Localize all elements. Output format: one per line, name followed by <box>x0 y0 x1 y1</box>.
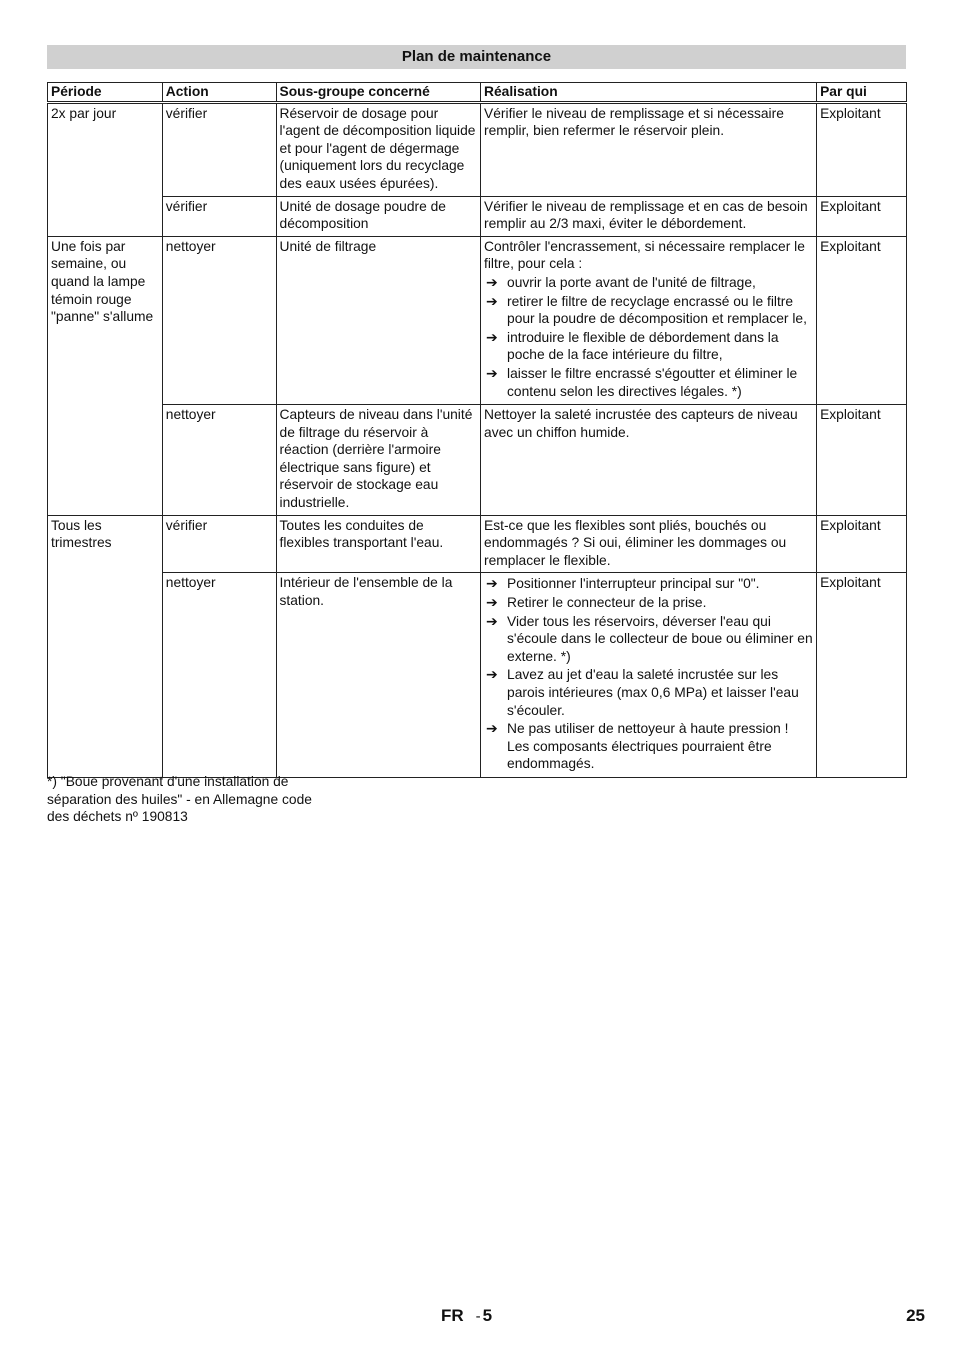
step-item <box>484 293 813 328</box>
realisation-cell <box>481 573 817 778</box>
table-row <box>48 102 907 196</box>
arrow-right-icon: ➔ <box>486 575 498 592</box>
arrow-right-icon: ➔ <box>486 273 498 290</box>
step-item <box>484 274 813 292</box>
who-cell: Exploitant <box>817 196 907 236</box>
header-realisation: Réalisation <box>481 83 817 103</box>
subgroup-cell: Réservoir de dosage pour l'agent de décomposition liquide et pour l'agent de dégermage (uniquement lors du recyclage des eaux usées épurées). <box>276 102 481 196</box>
who-cell: Exploitant <box>817 236 907 404</box>
step-text: Positionner l'interrupteur principal sur "0". <box>507 576 760 592</box>
footer-language: FR <box>441 1306 464 1325</box>
subgroup-cell: Capteurs de niveau dans l'unité de filtrage du réservoir à réaction (derrière l'armoire électrique sans figure) et réservoir de stockage eau industrielle. <box>276 405 481 516</box>
step-text: Vider tous les réservoirs, déverser l'eau qui s'écoule dans le collecteur de boue ou éliminer en externe. *) <box>507 613 813 664</box>
table-title: Plan de maintenance <box>47 45 906 69</box>
subgroup-cell: Intérieur de l'ensemble de la station. <box>276 573 481 778</box>
footer-section: 5 <box>482 1306 493 1325</box>
action-cell: vérifier <box>162 196 276 236</box>
footer-dash: - <box>475 1308 481 1325</box>
who-cell: Exploitant <box>817 405 907 516</box>
realisation-cell: Nettoyer la saleté incrustée des capteurs de niveau avec un chiffon humide. <box>481 405 817 516</box>
step-item <box>484 720 813 773</box>
page-number: 25 <box>906 1306 925 1325</box>
realisation-cell: Est-ce que les flexibles sont pliés, bouchés ou endommagés ? Si oui, éliminer les dommages ou remplacer le flexible. <box>481 515 817 573</box>
header-par-qui: Par qui <box>817 83 907 103</box>
arrow-right-icon: ➔ <box>486 364 498 381</box>
arrow-right-icon: ➔ <box>486 666 498 683</box>
table-row <box>48 515 907 573</box>
step-item <box>484 365 813 400</box>
realisation-cell: Vérifier le niveau de remplissage et en cas de besoin remplir au 2/3 maxi, éviter le débordement. <box>481 196 817 236</box>
step-text: introduire le flexible de débordement dans la poche de la face intérieure du filtre, <box>507 329 779 363</box>
period-cell: 2x par jour <box>48 102 163 236</box>
header-sous-groupe: Sous-groupe concerné <box>276 83 481 103</box>
step-item <box>484 666 813 719</box>
arrow-right-icon: ➔ <box>486 612 498 629</box>
who-cell: Exploitant <box>817 102 907 196</box>
step-item <box>484 329 813 364</box>
step-list <box>484 575 813 773</box>
footer-language-section <box>441 1306 492 1326</box>
period-cell: Une fois par semaine, ou quand la lampe témoin rouge "panne" s'allume <box>48 236 163 515</box>
action-cell: vérifier <box>162 515 276 573</box>
table-header-row <box>48 83 907 103</box>
arrow-right-icon: ➔ <box>486 292 498 309</box>
step-text: Lavez au jet d'eau la saleté incrustée sur les parois intérieures (max 0,6 MPa) et laisser l'eau s'écouler. <box>507 667 799 718</box>
step-list <box>484 274 813 400</box>
table-row <box>48 196 907 236</box>
header-action: Action <box>162 83 276 103</box>
header-periode: Période <box>48 83 163 103</box>
action-cell: nettoyer <box>162 236 276 404</box>
table-row <box>48 236 907 404</box>
step-item <box>484 594 813 612</box>
realisation-cell <box>481 236 817 404</box>
who-cell: Exploitant <box>817 573 907 778</box>
subgroup-cell: Toutes les conduites de flexibles transportant l'eau. <box>276 515 481 573</box>
step-item <box>484 613 813 666</box>
realisation-intro: Contrôler l'encrassement, si nécessaire remplacer le filtre, pour cela : <box>484 238 805 272</box>
realisation-cell: Vérifier le niveau de remplissage et si nécessaire remplir, bien refermer le réservoir plein. <box>481 102 817 196</box>
subgroup-cell: Unité de dosage poudre de décomposition <box>276 196 481 236</box>
table-row <box>48 573 907 778</box>
arrow-right-icon: ➔ <box>486 720 498 737</box>
who-cell: Exploitant <box>817 515 907 573</box>
table-row <box>48 405 907 516</box>
subgroup-cell: Unité de filtrage <box>276 236 481 404</box>
step-text: retirer le filtre de recyclage encrassé ou le filtre pour la poudre de décomposition et remplacer le, <box>507 293 807 327</box>
action-cell: vérifier <box>162 102 276 196</box>
footnote: *) "Boue provenant d'une installation de séparation des huiles" - en Allemagne code des déchets nº 190813 <box>47 774 312 825</box>
arrow-right-icon: ➔ <box>486 594 498 611</box>
action-cell: nettoyer <box>162 573 276 778</box>
period-cell: Tous les trimestres <box>48 515 163 777</box>
step-text: ouvrir la porte avant de l'unité de filtrage, <box>507 274 756 290</box>
step-item <box>484 575 813 593</box>
arrow-right-icon: ➔ <box>486 328 498 345</box>
step-text: Retirer le connecteur de la prise. <box>507 595 707 611</box>
maintenance-table <box>47 82 907 778</box>
step-text: laisser le filtre encrassé s'égoutter et éliminer le contenu selon les directives légales. *) <box>507 365 798 399</box>
step-text: Ne pas utiliser de nettoyeur à haute pression ! Les composants électriques pourraient être endommagés. <box>507 721 789 772</box>
action-cell: nettoyer <box>162 405 276 516</box>
